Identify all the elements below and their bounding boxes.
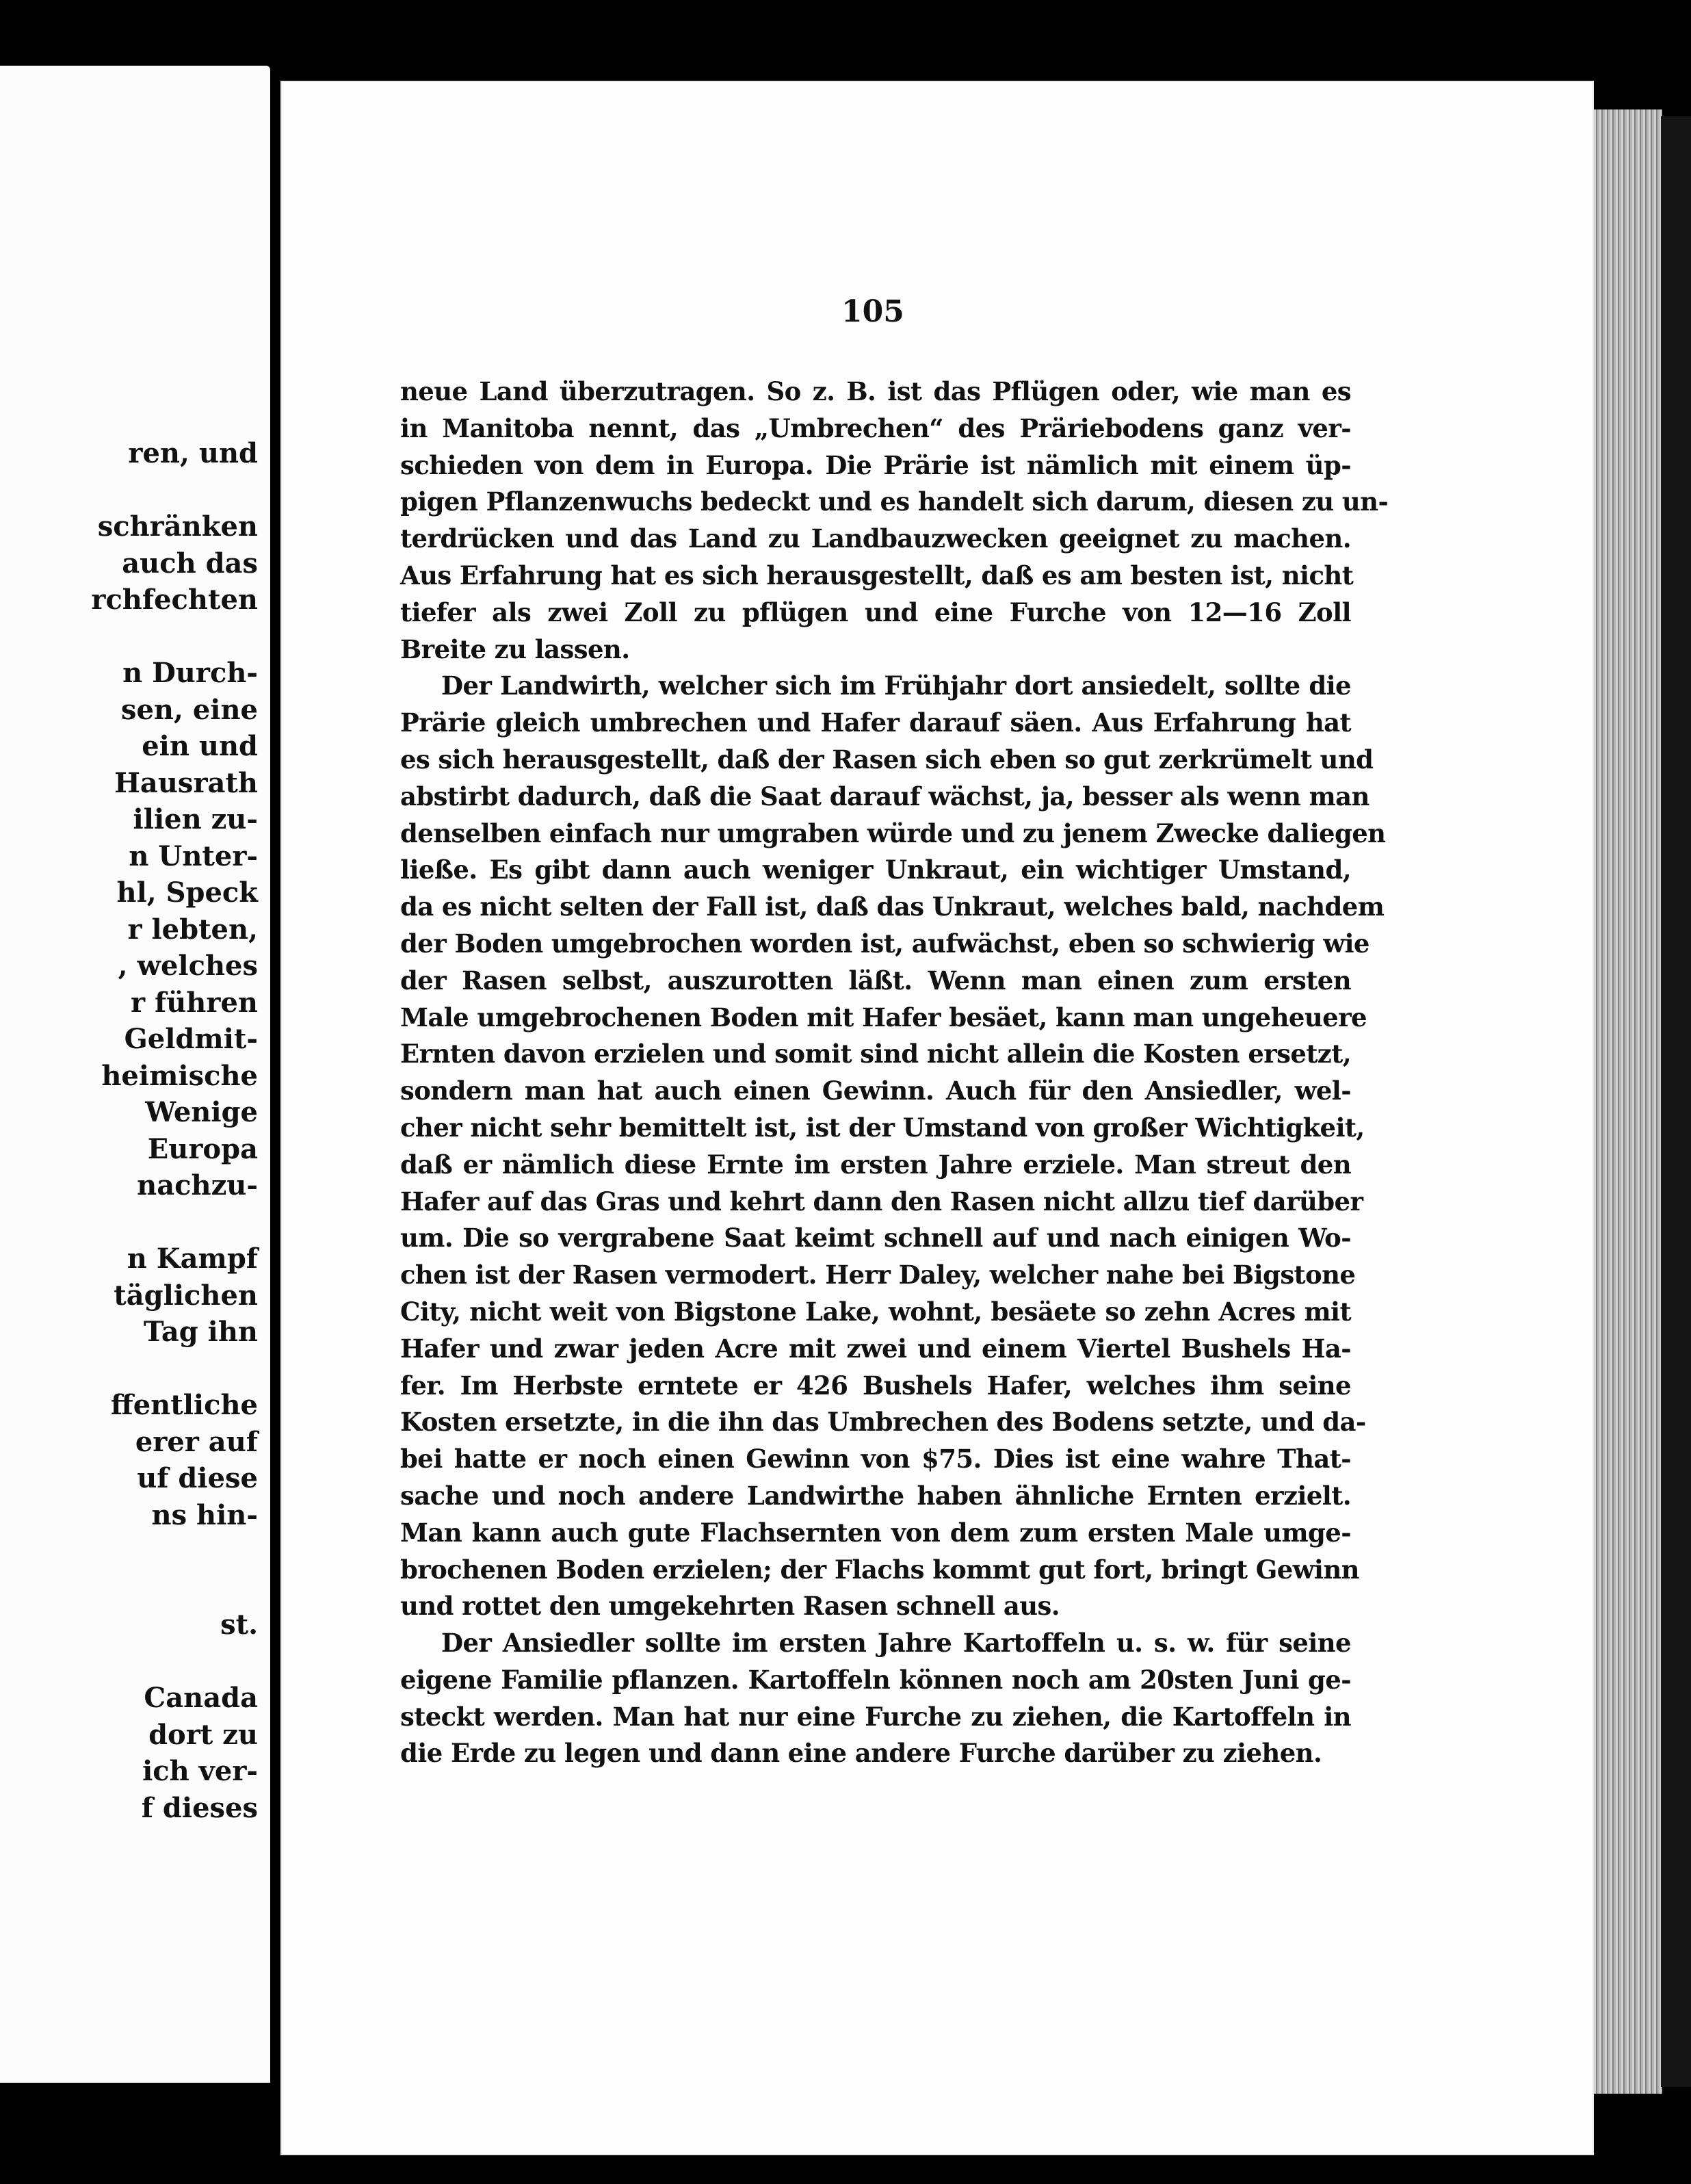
- text-line: und rottet den umgekehrten Rasen schnell aus.: [400, 1591, 1060, 1622]
- left-page-line: n Kampf: [127, 1243, 258, 1275]
- text-line: schieden von dem in Europa. Die Prärie ist nämlich mit einem üp-: [400, 450, 1351, 480]
- left-page-fragment: [0, 66, 270, 2083]
- left-page-line: täglichen: [114, 1279, 258, 1312]
- text-line: tiefer als zwei Zoll zu pflügen und eine Furche von 12—16 Zoll: [400, 597, 1351, 627]
- text-line: Man kann auch gute Flachsernten von dem zum ersten Male umge-: [400, 1517, 1351, 1548]
- left-page-line: Tag ihn: [143, 1316, 258, 1348]
- text-line: sache und noch andere Landwirthe haben ähnliche Ernten erzielt.: [400, 1480, 1351, 1511]
- left-page-line: sen, eine: [120, 693, 258, 726]
- left-page-line: ns hin-: [151, 1498, 258, 1531]
- left-page-text: [0, 435, 270, 1826]
- text-line: die Erde zu legen und dann eine andere Furche darüber zu ziehen.: [400, 1738, 1322, 1769]
- text-line: Der Ansiedler sollte im ersten Jahre Kartoffeln u. s. w. für seine: [441, 1628, 1351, 1659]
- text-line: um. Die so vergrabene Saat keimt schnell auf und nach einigen Wo-: [400, 1223, 1351, 1253]
- text-line: fer. Im Herbste erntete er 426 Bushels Hafer, welches ihm seine: [400, 1370, 1351, 1401]
- text-line: abstirbt dadurch, daß die Saat darauf wächst, ja, besser als wenn man: [400, 781, 1369, 811]
- text-line: chen ist der Rasen vermodert. Herr Daley, welcher nahe bei Bigstone: [400, 1260, 1356, 1290]
- left-page-line: schränken: [97, 510, 258, 543]
- left-page-line: erer auf: [135, 1425, 258, 1458]
- left-page-line: nachzu-: [137, 1169, 258, 1201]
- left-page-line: f dieses: [141, 1791, 258, 1824]
- text-line: brochenen Boden erzielen; der Flachs kommt gut fort, bringt Gewinn: [400, 1554, 1359, 1585]
- left-page-line: ren, und: [128, 437, 258, 469]
- text-line: steckt werden. Man hat nur eine Furche zu ziehen, die Kartoffeln in: [400, 1701, 1351, 1732]
- left-page-blank-line: [0, 1204, 270, 1241]
- text-line: Breite zu lassen.: [400, 634, 630, 664]
- text-line: Prärie gleich umbrechen und Hafer darauf säen. Aus Erfahrung hat: [400, 707, 1351, 738]
- left-page-line: n Unter-: [129, 840, 258, 872]
- text-line: denselben einfach nur umgraben würde und zu jenem Zwecke daliegen: [400, 818, 1386, 848]
- text-line: neue Land überzutragen. So z. B. ist das Pflügen oder, wie man es: [400, 376, 1351, 406]
- text-line: cher nicht sehr bemittelt ist, ist der Umstand von großer Wichtigkeit,: [400, 1112, 1365, 1143]
- text-line: der Rasen selbst, auszurotten läßt. Wenn man einen zum ersten: [400, 965, 1351, 996]
- left-page-line: n Durch-: [122, 657, 258, 689]
- left-page-line: Hausrath: [114, 766, 258, 799]
- text-line: bei hatte er noch einen Gewinn von $75. Dies ist eine wahre That-: [400, 1444, 1351, 1474]
- left-page-line: rchfechten: [91, 584, 258, 616]
- body-text: [400, 374, 1389, 1772]
- text-line: daß er nämlich diese Ernte im ersten Jahre erziele. Man streut den: [400, 1149, 1351, 1180]
- text-line: sondern man hat auch einen Gewinn. Auch für den Ansiedler, wel-: [400, 1076, 1351, 1106]
- left-page-line: hl, Speck: [116, 876, 258, 909]
- left-page-line: st.: [220, 1609, 258, 1641]
- text-line: Hafer auf das Gras und kehrt dann den Rasen nicht allzu tief darüber: [400, 1186, 1363, 1217]
- left-page-line: Wenige: [145, 1096, 258, 1128]
- left-page-line: r führen: [131, 986, 258, 1019]
- left-page-line: r lebten,: [127, 913, 258, 946]
- left-page-blank-line: [0, 1533, 270, 1570]
- text-line: ließe. Es gibt dann auch weniger Unkraut, ein wichtiger Umstand,: [400, 855, 1351, 885]
- page-edges: [1594, 109, 1662, 2094]
- left-page-line: ein und: [142, 730, 258, 762]
- text-line: der Boden umgebrochen worden ist, aufwächst, eben so schwierig wie: [400, 928, 1369, 959]
- paragraph: [400, 374, 1389, 668]
- left-page-line: heimische: [101, 1059, 258, 1092]
- left-page-line: Europa: [147, 1132, 258, 1165]
- text-line: es sich herausgestellt, daß der Rasen sich eben so gut zerkrümelt und: [400, 744, 1374, 775]
- page-number: 105: [841, 294, 904, 329]
- left-page-blank-line: [0, 1351, 270, 1388]
- text-line: da es nicht selten der Fall ist, daß das Unkraut, welches bald, nachdem: [400, 892, 1385, 922]
- left-page-line: ilien zu-: [133, 803, 258, 835]
- left-page-line: ich ver-: [142, 1755, 258, 1787]
- text-line: in Manitoba nennt, das „Umbrechen“ des Präriebodens ganz ver-: [400, 413, 1351, 443]
- left-page-line: ffentliche: [110, 1389, 258, 1421]
- text-line: Ernten davon erzielen und somit sind nicht allein die Kosten ersetzt,: [400, 1039, 1351, 1069]
- text-line: pigen Pflanzenwuchs bedeckt und es handelt sich darum, diesen zu un-: [400, 486, 1389, 517]
- text-line: eigene Familie pflanzen. Kartoffeln können noch am 20sten Juni ge-: [400, 1664, 1351, 1695]
- left-page-blank-line: [0, 1570, 270, 1607]
- left-page-line: uf diese: [137, 1462, 258, 1494]
- text-line: Hafer und zwar jeden Acre mit zwei und einem Viertel Bushels Ha-: [400, 1333, 1351, 1364]
- text-line: Der Landwirth, welcher sich im Frühjahr dort ansiedelt, sollte die: [441, 671, 1351, 701]
- left-page-blank-line: [0, 1643, 270, 1680]
- paragraph: [400, 668, 1386, 1625]
- left-page-line: auch das: [122, 547, 258, 580]
- left-page-line: dort zu: [148, 1718, 258, 1751]
- text-line: City, nicht weit von Bigstone Lake, wohnt, besäete so zehn Acres mit: [400, 1296, 1351, 1327]
- text-line: Kosten ersetzte, in die ihn das Umbrechen des Bodens setzte, und da-: [400, 1407, 1366, 1438]
- left-page-blank-line: [0, 472, 270, 509]
- text-line: terdrücken und das Land zu Landbauzwecken geeignet zu machen.: [400, 523, 1351, 554]
- left-page-blank-line: [0, 619, 270, 655]
- paragraph: [400, 1625, 1351, 1772]
- book-cover-edge: [1661, 116, 1691, 2087]
- left-page-line: , welches: [118, 950, 258, 982]
- text-line: Male umgebrochenen Boden mit Hafer besäet, kann man ungeheuere: [400, 1002, 1367, 1032]
- text-line: Aus Erfahrung hat es sich herausgestellt, daß es am besten ist, nicht: [400, 560, 1354, 590]
- left-page-line: Geldmit-: [124, 1023, 258, 1055]
- left-page-line: Canada: [144, 1682, 258, 1714]
